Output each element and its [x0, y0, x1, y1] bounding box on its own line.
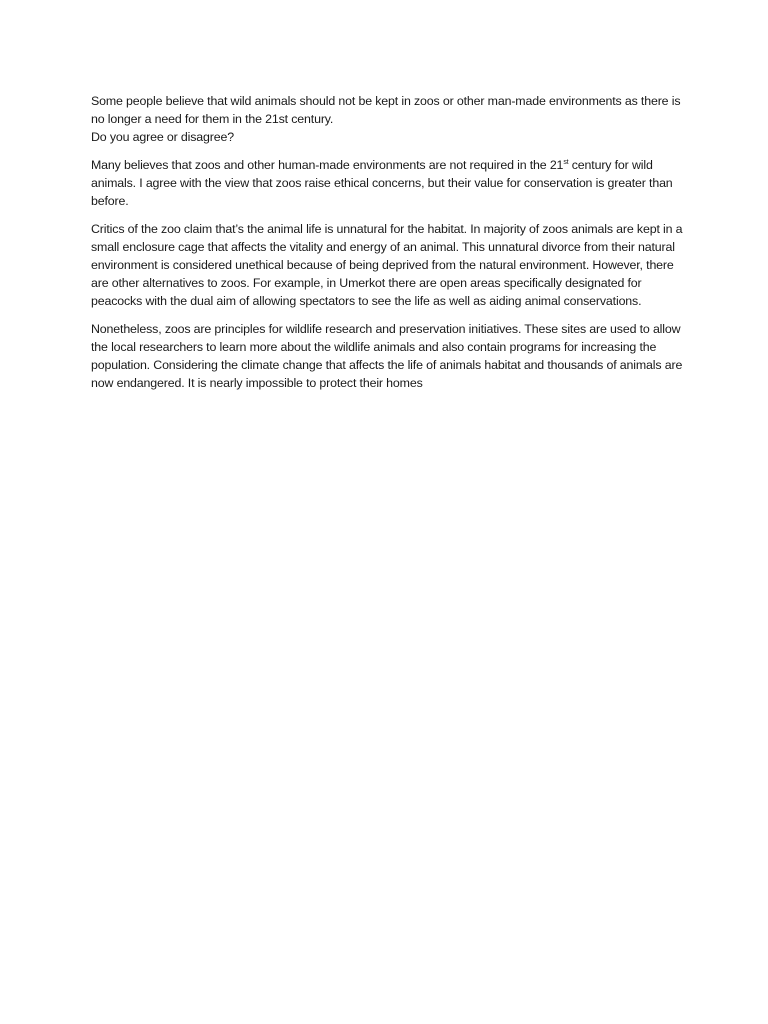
- paragraph-critics: Critics of the zoo claim that’s the animal life is unnatural for the habitat. In majority of zoos animals are kept in a small enclosure cage that affects the vitality and energy of an animal. This unnatural divorce from their natural environment is considered unethical because of being deprived from the natural environment. However, there are other alternatives to zoos. For example, in Umerkot there are open areas specifically designated for peacocks with the dual aim of allowing spectators to see the life as well as aiding animal conservations.: [91, 222, 683, 308]
- prompt-statement: Some people believe that wild animals should not be kept in zoos or other man-made environments as there is no longer a need for them in the 21st century.: [91, 94, 681, 126]
- essay-prompt: [91, 92, 683, 146]
- paragraph-intro: [91, 156, 683, 210]
- paragraph-intro-start: Many believes that zoos and other human-made environments are not required in the 21: [91, 158, 564, 172]
- paragraph-intro-end: century for wild animals. I agree with the view that zoos raise ethical concerns, but their value for conservation is greater than before.: [91, 158, 673, 208]
- prompt-question: Do you agree or disagree?: [91, 130, 234, 144]
- ordinal-suffix: st: [563, 158, 569, 166]
- paragraph-nonetheless: Nonetheless, zoos are principles for wildlife research and preservation initiatives. These sites are used to allow the local researchers to learn more about the wildlife animals and also contain programs for increasing the population. Considering the climate change that affects the life of animals habitat and thousands of animals are now endangered. It is nearly impossible to protect their homes: [91, 322, 683, 390]
- document-body: [91, 92, 683, 402]
